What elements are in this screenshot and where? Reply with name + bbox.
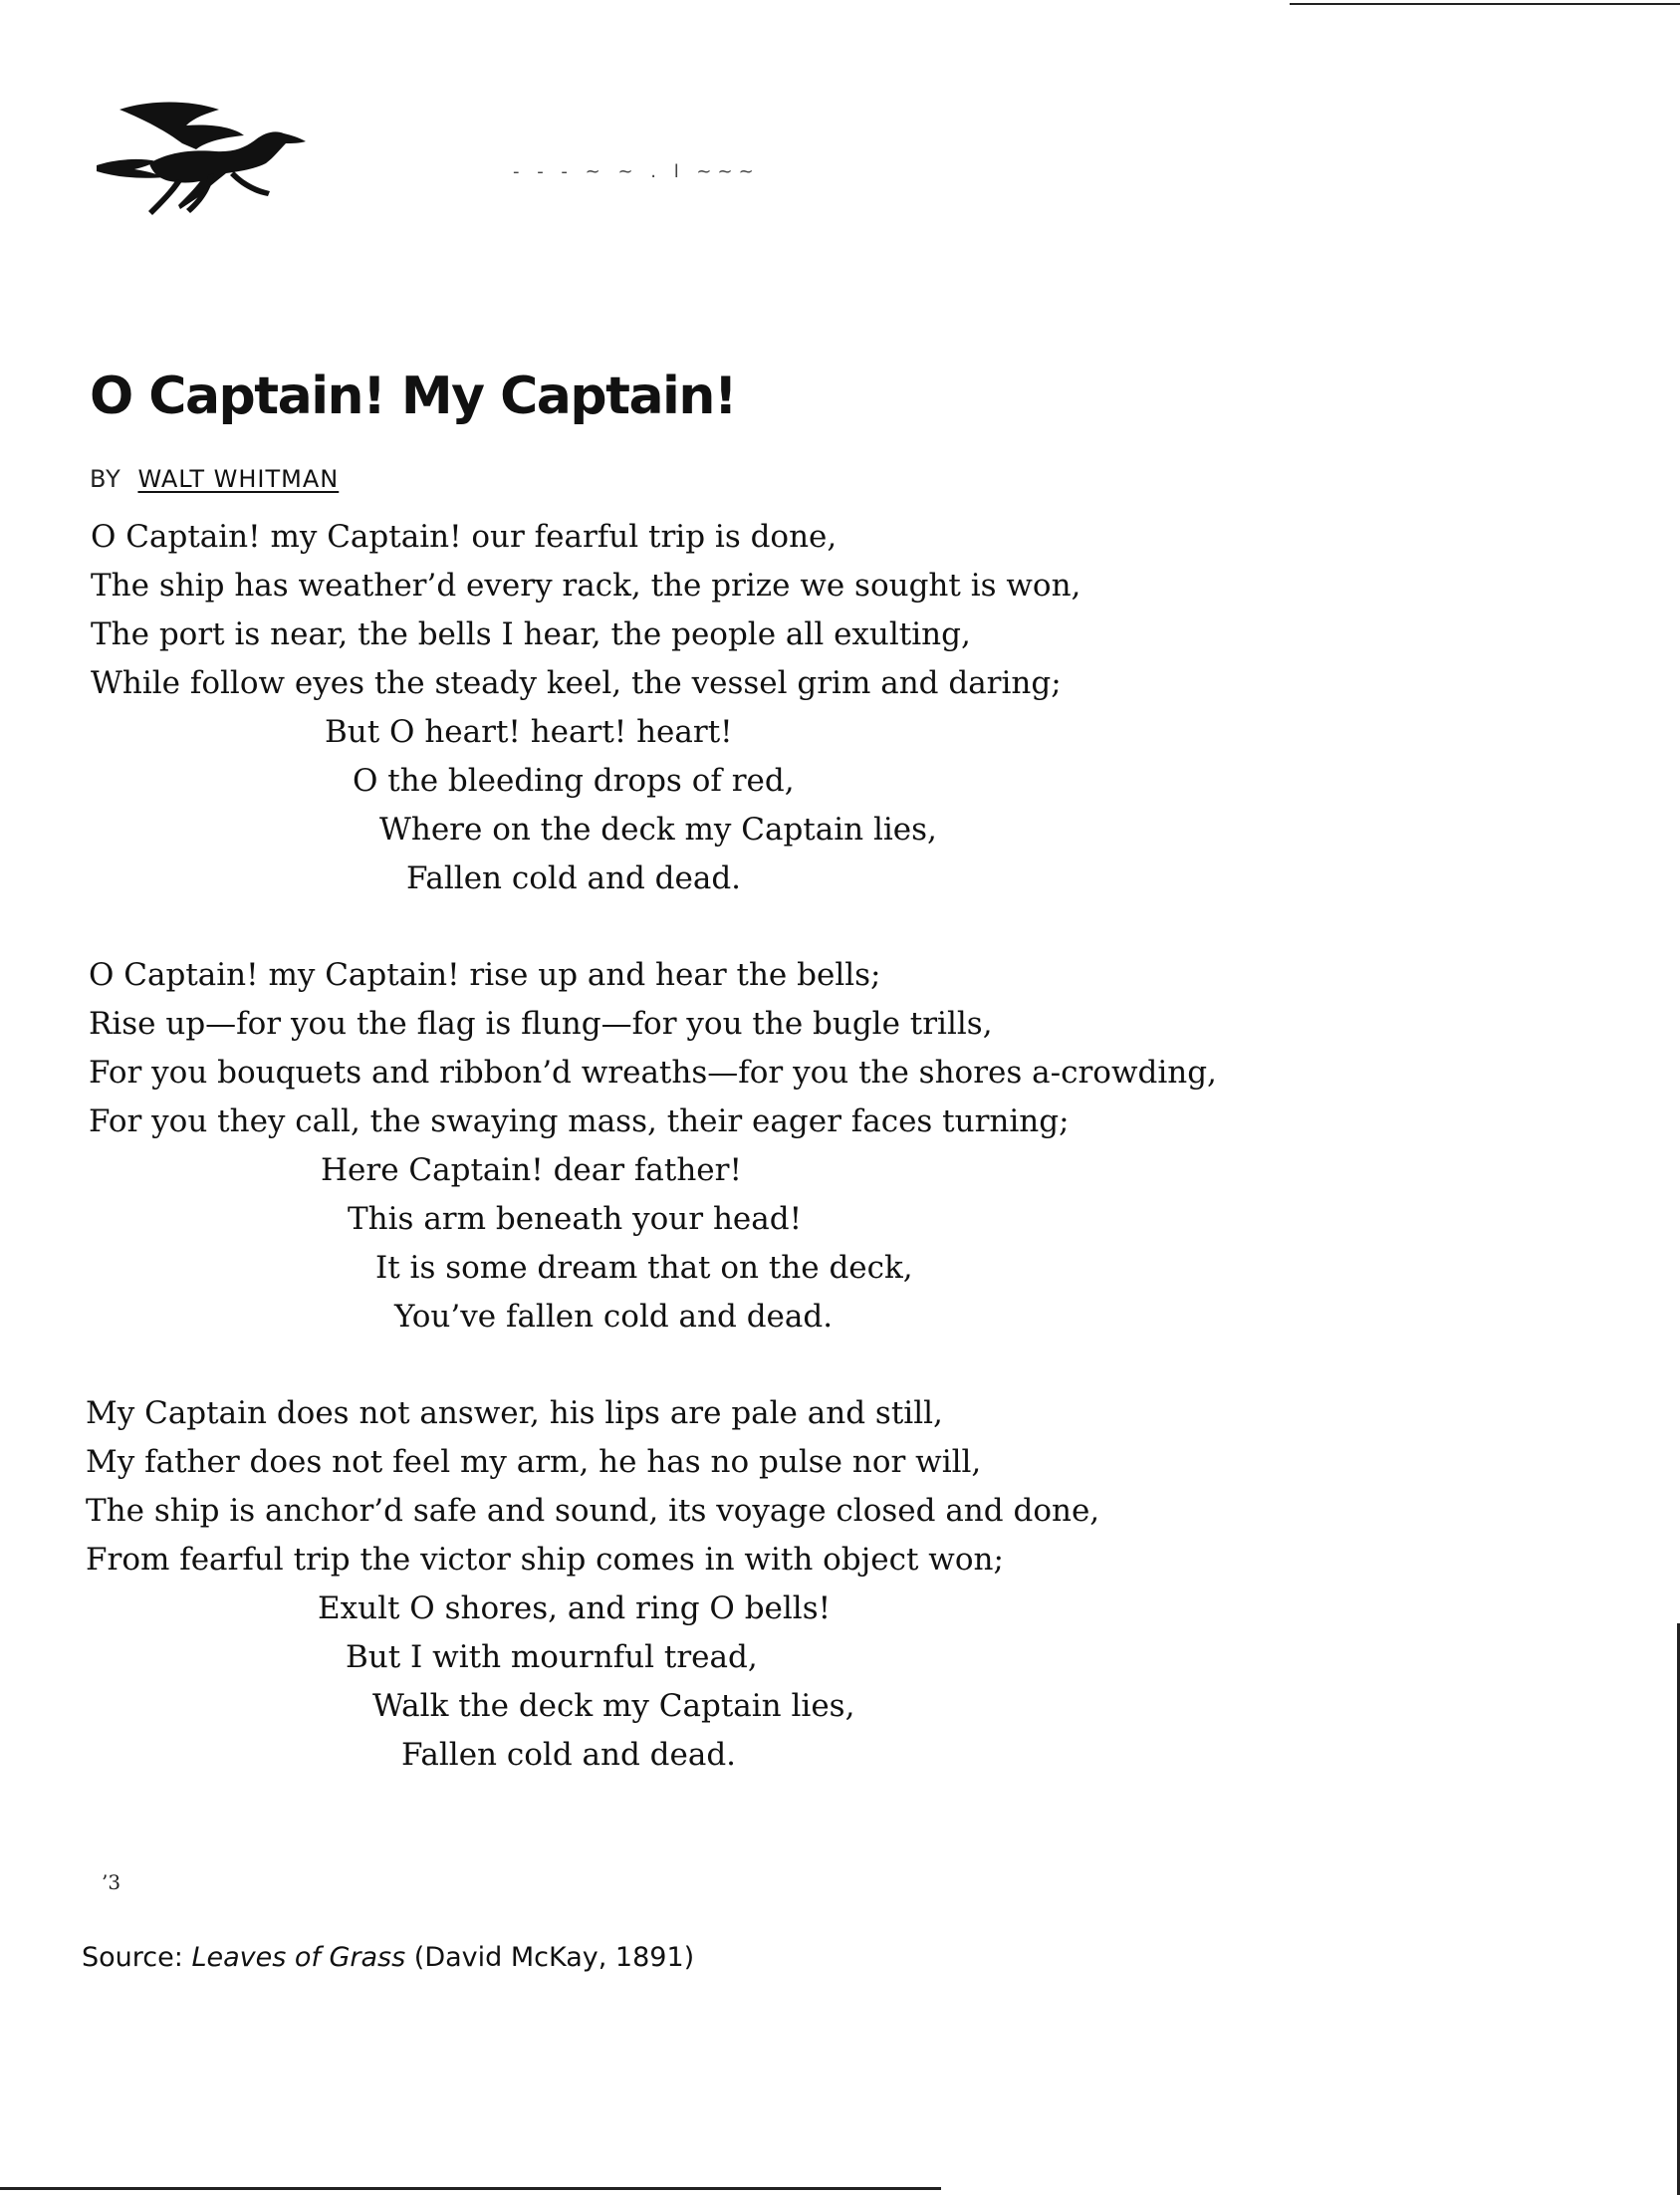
source-citation: [82, 1942, 694, 1973]
poem-line: From fearful trip the victor ship comes in with object won;: [86, 1542, 1004, 1578]
poem-line: But O heart! heart! heart!: [325, 714, 733, 750]
poem-line: My father does not feel my arm, he has no pulse nor will,: [86, 1444, 982, 1480]
header-smudge: - - - ~ ~ . l ~~~: [513, 161, 760, 182]
poem-line: Fallen cold and dead.: [406, 860, 742, 896]
poem-line: Fallen cold and dead.: [401, 1737, 737, 1773]
source-book-title: Leaves of Grass: [191, 1942, 406, 1973]
poem-line: For you they call, the swaying mass, their eager faces turning;: [89, 1103, 1070, 1139]
poem-line: Walk the deck my Captain lies,: [372, 1688, 855, 1724]
author-name: WALT WHITMAN: [137, 465, 340, 493]
poem-line: O Captain! my Captain! our fearful trip is done,: [91, 519, 838, 555]
source-label: Source:: [82, 1942, 183, 1973]
poem-line: O Captain! my Captain! rise up and hear the bells;: [89, 957, 881, 993]
scan-edge-top: [1290, 3, 1680, 5]
by-label: BY: [90, 465, 121, 493]
pegasus-icon: [95, 98, 309, 222]
scan-edge-bottom: [0, 2187, 941, 2190]
poem-line: The ship has weather’d every rack, the prize we sought is won,: [91, 568, 1081, 604]
poem-line: It is some dream that on the deck,: [375, 1250, 913, 1286]
byline: [90, 465, 339, 493]
poem-line: But I with mournful tread,: [346, 1639, 758, 1675]
page-mark: ’3: [102, 1870, 121, 1894]
poem-line: Here Captain! dear father!: [321, 1152, 742, 1188]
poem-line: Exult O shores, and ring O bells!: [318, 1590, 832, 1626]
poem-line: The ship is anchor’d safe and sound, its voyage closed and done,: [86, 1493, 1100, 1529]
poem-line: O the bleeding drops of red,: [353, 763, 795, 799]
poem-line: The port is near, the bells I hear, the people all exulting,: [91, 616, 971, 652]
poem-line: For you bouquets and ribbon’d wreaths—for you the shores a-crowding,: [89, 1055, 1217, 1091]
source-details: (David McKay, 1891): [413, 1942, 695, 1973]
poem-line: Rise up—for you the flag is flung—for you the bugle trills,: [89, 1006, 993, 1042]
poem-line: This arm beneath your head!: [348, 1201, 803, 1237]
poem-line: You’ve fallen cold and dead.: [394, 1299, 834, 1335]
poem-title: O Captain! My Captain!: [90, 366, 737, 426]
poem-line: While follow eyes the steady keel, the vessel grim and daring;: [91, 665, 1062, 701]
poem-line: My Captain does not answer, his lips are pale and still,: [86, 1395, 943, 1431]
poem-line: Where on the deck my Captain lies,: [379, 812, 937, 848]
